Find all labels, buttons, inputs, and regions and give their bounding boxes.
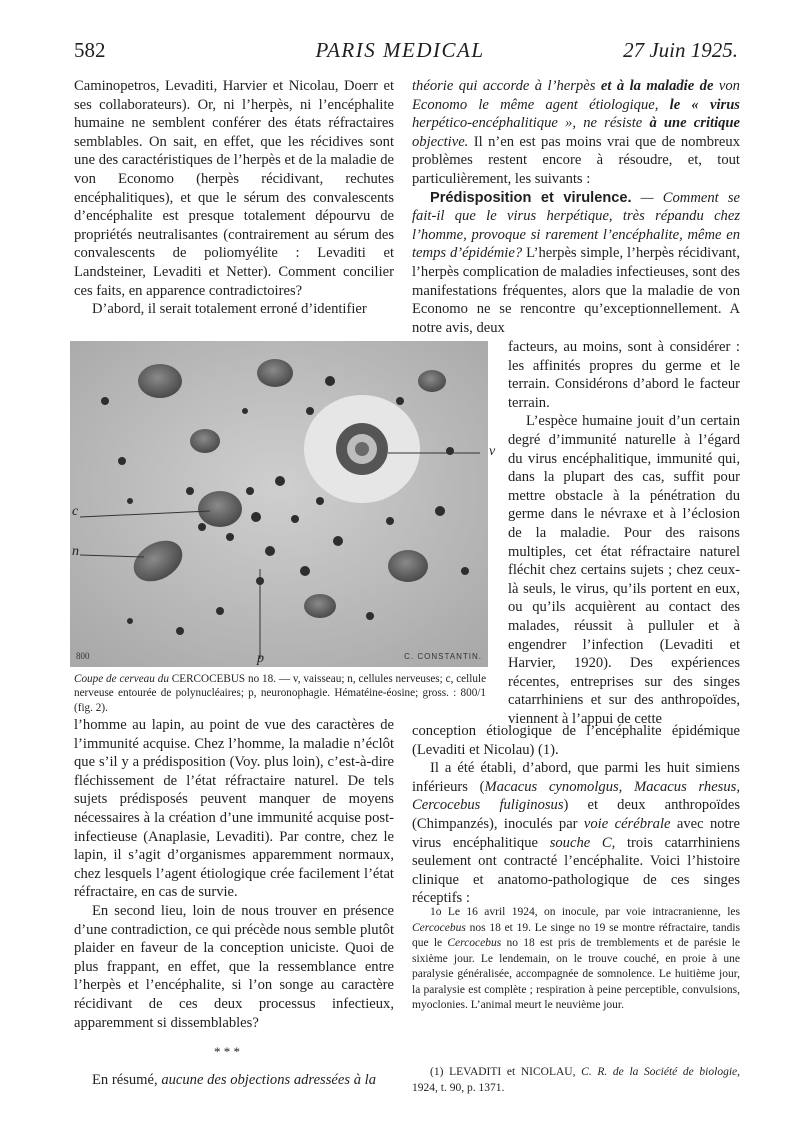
magnification-label: 800 (76, 651, 90, 661)
nerve-cell (388, 550, 428, 582)
column-left-top (74, 77, 394, 319)
paragraph: facteurs, au moins, sont à considérer : les affinités propres du germe et le terrain. Considérons d’abord le facteur terrain. (508, 339, 740, 411)
column-right-bottom: conception étiologique de l’encéphalite épidémique (Levaditi et Nicolau) (1). Il a été établi, d’abord, que parmi les huit simiens inférieurs (Macacus cynomolgus, Macacus rhesus, Cercocebus fuliginosus) et deux anthropoïdes (Chimpanzés), inoculés par voie cérébrale avec notre virus encéphalitique souche C, trois catarrhiniens seulement ont contracté l’encéphalite. Voici l’histoire clinique et anatomo-pathologique de ces singes réceptifs : (412, 723, 741, 907)
column-right-narrow (508, 338, 740, 728)
journal-title: PARIS MEDICAL (315, 38, 485, 62)
column-left-bottom (74, 716, 394, 1032)
paragraph: Caminopetros, Levaditi, Harvier et Nicolau, Doerr et ses collaborateurs). Or, ni l’herpès, ni l’encéphalite humaine ne semblent conférer des états réfractaires semblables. On sait, en effet, que les récidives sont une des caractéristiques de l’herpès et de la maladie de von Economo (herpès récidivant, rechutes encéphalitiques), et que le sérum des convalescents d’encéphalite est presque totalement dépourvu de propriétés neutralisantes (contrairement au sérum des convalescents de poliomyélite : Levaditi et Landsteiner, Levaditi et Netter). Comment concilier ces faits, en apparence contradictoires? (74, 78, 394, 299)
microscopy-figure (70, 341, 488, 667)
column-left-last: En résumé, aucune des objections adressées à la (92, 1072, 376, 1088)
figure-label-v: v (489, 444, 496, 459)
figure-label-c: c (72, 504, 79, 519)
issue-date: 27 Juin 1925. (623, 38, 738, 62)
running-header (0, 38, 800, 68)
section-asterisks: * * * (214, 1044, 240, 1059)
paragraph: L’espèce humaine jouit d’un certain degré d’immunité naturelle à l’égard du virus encéphalitique, immunité qui, dans la plupart des cas, suffit pour mettre obstacle à la pénétration du germe dans le névraxe et à l’éclosion de la maladie. Pour des raisons multiples, cet état réfractaire naturel fléchit chez certains sujets ; chez ceux-là seuls, le virus, qu’ils portent en eux, ou qu’ils acquièrent au contact des malades, réussit à pulluler et à engendrer l’infection (Levaditi et Harvier, 1920). Des expériences récentes, entreprises sur des singes catarrhiniens et sur des anthropoïdes, viennent à l’appui de cette (508, 413, 740, 727)
nerve-cell-c (198, 491, 242, 527)
figure-caption: Coupe de cerveau du CERCOCEBUS no 18. — v, vaisseau; n, cellules nerveuses; c, cellule nerveuse entourée de polynucléaires; p, neuronophagie. Hématéine-éosine; gross. : 800/1 (fig. 2). (74, 673, 487, 714)
nerve-cell (190, 429, 220, 453)
footnote-observation: 1o Le 16 avril 1924, on inocule, par voie intracranienne, les Cercocebus nos 18 et 19. Le singe no 19 se montre réfractaire, tandis que le Cercocebus no 18 est pris de tremblements et de parésie le sixième jour. Le lendemain, on le trouve couché, en proie à une paralysie généralisée, accompagnée de somnolence. Le huitième jour, la paralysie est complète ; respiration à peine perceptible, convulsions, myoclonies. L’animal meurt le neuvième jour. (412, 906, 741, 1011)
figure-label-n: n (72, 544, 79, 559)
footnote-reference: (1) LEVADITI et NICOLAU, C. R. de la Société de biologie, 1924, t. 90, p. 1371. (412, 1066, 740, 1094)
paragraph: l’homme au lapin, au point de vue des caractères de l’immunité acquise. Chez l’homme, la maladie n’éclôt que s’il y a prédisposition (Voy. plus loin), c’est-à-dire fléchissement de l’état réfractaire naturel. De tels sujets prédisposés peuvent manquer de moyens nécessaires à la création d’une immunité acquise post-infectieuse (Anaplasie, Levaditi). Par contre, chez le lapin, il s’agit d’organismes apparemment normaux, chez lesquels l’agent étiologique crée facilement l’état réfractaire, en cas de survie. (74, 717, 394, 901)
nerve-cell (257, 359, 293, 387)
nerve-cell (418, 370, 446, 392)
page-number: 582 (74, 38, 106, 62)
section-heading: Prédisposition et virulence. (430, 189, 632, 206)
nerve-cell (138, 364, 182, 398)
nerve-cell (304, 594, 336, 618)
artist-signature: C. CONSTANTIN. (404, 652, 482, 661)
column-right-top: théorie qui accorde à l’herpès et à la maladie de von Economo le même agent étiologique, le « virus herpético-encéphalitique », ne résiste à une critique objective. Il n’en est pas moins vrai que de nombreux problèmes restent encore à résoudre, et, tout particulièrement, les suivants : Prédisposition et virulence. — Comment se fait-il que le virus herpétique, très répandu chez l’homme, provoque si rarement l’encéphalite, même en temps d’épidémie? L’herpès simple, l’herpès récidivant, l’herpès complication de maladies infectieuses, sont des manifestations fréquentes, alors que la maladie de von Economo ne se rencontre qu’exceptionnellement. A notre avis, deux (412, 78, 741, 336)
figure-label-p: p (257, 651, 264, 666)
paragraph: En second lieu, loin de nous trouver en présence d’une contradiction, ce qui précède nous semble plutôt plaider en faveur de la conception uniciste. Quoi de plus frappant, en effet, que la ressemblance entre l’herpès et l’encéphalite, si l’on songe au caractère récidivant de ces deux processus infectieux, apparemment si dissemblables? (74, 902, 394, 1031)
paragraph: D’abord, il serait totalement erroné d’identifier (92, 301, 367, 318)
